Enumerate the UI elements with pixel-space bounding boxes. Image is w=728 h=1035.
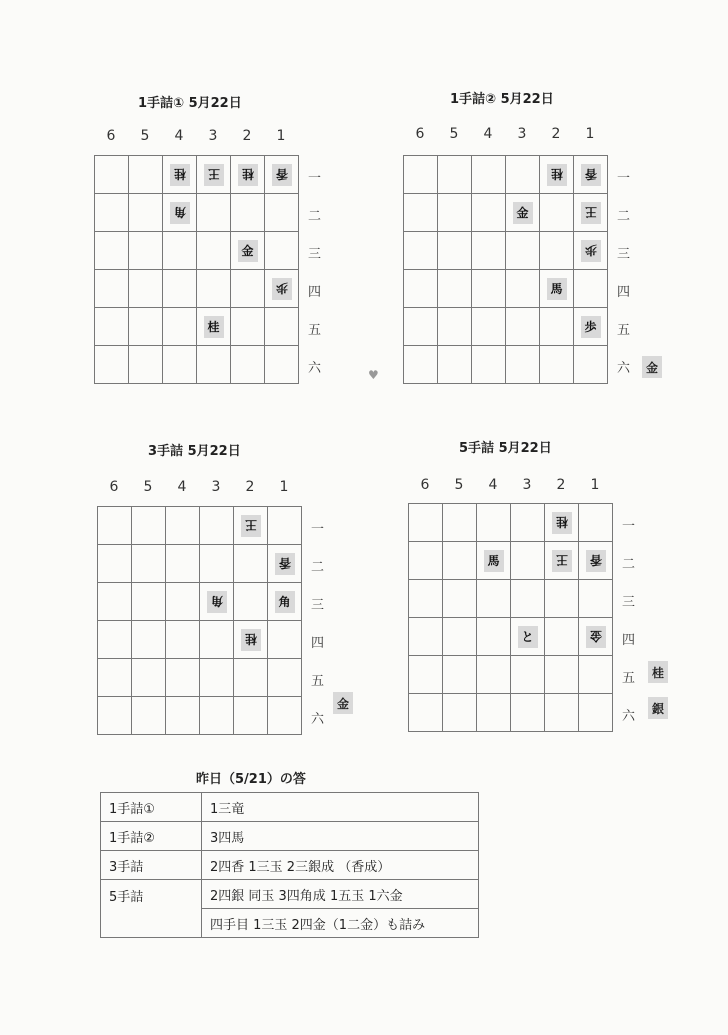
p3-col-label: 3 [211, 479, 221, 495]
p1-col-label: 6 [106, 128, 116, 144]
answer-row [101, 822, 479, 851]
board-square [163, 194, 197, 232]
board-square [438, 308, 472, 346]
board-square [129, 194, 163, 232]
board-square [98, 507, 132, 545]
p3-col-label: 5 [143, 479, 153, 495]
board-square [163, 270, 197, 308]
shogi-piece: 香 [581, 164, 601, 186]
board-square [511, 656, 545, 694]
board-square [132, 583, 166, 621]
board-square [404, 194, 438, 232]
shogi-piece: 金 [238, 240, 258, 262]
board-square [234, 545, 268, 583]
p2-title: 1手詰② 5月22日 [450, 92, 554, 107]
shogi-piece: 桂 [170, 164, 190, 186]
board-square [540, 308, 574, 346]
board-square [265, 156, 299, 194]
p1-row-label: 六 [308, 361, 322, 376]
board-square [545, 580, 579, 618]
shogi-piece: 香 [586, 550, 606, 572]
board-square [540, 346, 574, 384]
board-square [129, 308, 163, 346]
board-square [98, 659, 132, 697]
shogi-piece: 王 [241, 515, 261, 537]
board-square [472, 156, 506, 194]
shogi-piece: 角 [170, 202, 190, 224]
p4-row-label: 二 [622, 557, 636, 572]
p4-col-label: 1 [590, 477, 600, 493]
board-square [200, 507, 234, 545]
board-square [234, 659, 268, 697]
board-square [268, 697, 302, 735]
board-square [98, 583, 132, 621]
board-square [95, 346, 129, 384]
shogi-piece: 香 [272, 164, 292, 186]
p4-col-label: 6 [420, 477, 430, 493]
board-square [129, 346, 163, 384]
board-square [511, 618, 545, 656]
board-square [166, 545, 200, 583]
shogi-piece: 金 [586, 626, 606, 648]
p1-row-label: 四 [308, 285, 322, 300]
p1-col-label: 4 [174, 128, 184, 144]
shogi-piece: 馬 [484, 550, 504, 572]
board-square [129, 156, 163, 194]
board-square [166, 697, 200, 735]
stray-mark: ♥ [368, 368, 379, 382]
board-square [409, 580, 443, 618]
p2-col-label: 3 [517, 126, 527, 142]
p3-title: 3手詰 5月22日 [148, 444, 241, 459]
board-square [409, 504, 443, 542]
p3-board [97, 506, 302, 735]
board-square [438, 232, 472, 270]
p1-col-label: 1 [276, 128, 286, 144]
board-square [579, 618, 613, 656]
board-square [268, 621, 302, 659]
board-square [132, 621, 166, 659]
p4-col-label: 4 [488, 477, 498, 493]
board-square [200, 659, 234, 697]
board-square [95, 194, 129, 232]
board-square [579, 580, 613, 618]
p4-row-label: 五 [622, 671, 636, 686]
board-square [477, 618, 511, 656]
p2-col-label: 4 [483, 126, 493, 142]
board-square [265, 194, 299, 232]
board-square [472, 194, 506, 232]
p2-col-label: 5 [449, 126, 459, 142]
board-square [95, 308, 129, 346]
shogi-piece: と [518, 626, 538, 648]
board-square [438, 156, 472, 194]
board-square [409, 694, 443, 732]
board-square [506, 308, 540, 346]
board-square [404, 232, 438, 270]
p1-board [94, 155, 299, 384]
board-square [506, 346, 540, 384]
board-square [506, 156, 540, 194]
board-square [200, 545, 234, 583]
p2-row-label: 二 [617, 209, 631, 224]
board-square [574, 232, 608, 270]
board-square [443, 656, 477, 694]
shogi-piece: 香 [275, 553, 295, 575]
board-square [231, 194, 265, 232]
p2-row-label: 四 [617, 285, 631, 300]
shogi-piece: 歩 [272, 278, 292, 300]
p3-row-label: 一 [311, 522, 325, 537]
board-square [166, 583, 200, 621]
board-square [404, 308, 438, 346]
p4-col-label: 2 [556, 477, 566, 493]
board-square [472, 308, 506, 346]
board-square [265, 270, 299, 308]
board-square [574, 156, 608, 194]
p2-col-label: 6 [415, 126, 425, 142]
p2-row-label: 三 [617, 247, 631, 262]
board-square [404, 156, 438, 194]
board-square [197, 156, 231, 194]
board-square [265, 232, 299, 270]
p1-row-label: 二 [308, 209, 322, 224]
board-square [443, 542, 477, 580]
shogi-piece: 桂 [241, 629, 261, 651]
board-square [438, 270, 472, 308]
board-square [472, 346, 506, 384]
p1-title: 1手詰① 5月22日 [138, 96, 242, 111]
shogi-piece: 王 [204, 164, 224, 186]
board-square [197, 270, 231, 308]
p2-col-label: 1 [585, 126, 595, 142]
board-square [472, 232, 506, 270]
board-square [265, 308, 299, 346]
board-square [200, 697, 234, 735]
p4-row-label: 三 [622, 595, 636, 610]
p4-row-label: 四 [622, 633, 636, 648]
board-square [268, 545, 302, 583]
shogi-piece: 桂 [204, 316, 224, 338]
shogi-piece: 桂 [547, 164, 567, 186]
board-square [409, 542, 443, 580]
board-square [443, 504, 477, 542]
p1-row-label: 一 [308, 171, 322, 186]
p1-col-label: 2 [242, 128, 252, 144]
p4-row-label: 六 [622, 709, 636, 724]
board-square [234, 697, 268, 735]
board-square [438, 346, 472, 384]
answer-value: 1三竜 [202, 793, 479, 822]
board-square [540, 270, 574, 308]
answer-value: 2四香 1三玉 2三銀成 （香成） [202, 851, 479, 880]
shogi-piece: 桂 [238, 164, 258, 186]
p4-col-label: 5 [454, 477, 464, 493]
p1-row-label: 五 [308, 323, 322, 338]
p2-col-label: 2 [551, 126, 561, 142]
board-square [511, 580, 545, 618]
board-square [231, 232, 265, 270]
p1-col-label: 5 [140, 128, 150, 144]
p2-board [403, 155, 608, 384]
board-square [545, 504, 579, 542]
hand-piece: 桂 [648, 661, 668, 683]
shogi-piece: 歩 [581, 240, 601, 262]
board-square [511, 504, 545, 542]
board-square [540, 194, 574, 232]
board-square [545, 618, 579, 656]
board-square [268, 507, 302, 545]
board-square [98, 697, 132, 735]
board-square [579, 504, 613, 542]
p2-row-label: 一 [617, 171, 631, 186]
board-square [477, 694, 511, 732]
p4-board [408, 503, 613, 732]
p3-col-label: 4 [177, 479, 187, 495]
hand-piece: 金 [333, 692, 353, 714]
board-square [506, 194, 540, 232]
board-square [477, 542, 511, 580]
board-square [166, 659, 200, 697]
p3-col-label: 2 [245, 479, 255, 495]
answer-value: 3四馬 [202, 822, 479, 851]
board-square [231, 308, 265, 346]
board-square [265, 346, 299, 384]
board-square [268, 659, 302, 697]
p1-col-label: 3 [208, 128, 218, 144]
answer-key: 1手詰① [101, 793, 202, 822]
board-square [545, 542, 579, 580]
board-square [95, 156, 129, 194]
board-square [268, 583, 302, 621]
board-square [200, 583, 234, 621]
board-square [574, 194, 608, 232]
shogi-piece: 金 [513, 202, 533, 224]
board-square [540, 156, 574, 194]
answers-title: 昨日（5/21）の答 [196, 772, 306, 787]
board-square [409, 656, 443, 694]
board-square [477, 580, 511, 618]
board-square [231, 156, 265, 194]
board-square [579, 542, 613, 580]
board-square [574, 270, 608, 308]
shogi-piece: 角 [207, 591, 227, 613]
hand-piece: 銀 [648, 697, 668, 719]
board-square [231, 346, 265, 384]
board-square [163, 232, 197, 270]
board-square [166, 621, 200, 659]
board-square [234, 621, 268, 659]
board-square [443, 580, 477, 618]
answer-row [101, 880, 479, 909]
answer-key: 1手詰② [101, 822, 202, 851]
answer-key: 3手詰 [101, 851, 202, 880]
board-square [545, 694, 579, 732]
answer-key: 5手詰 [101, 880, 202, 938]
board-square [574, 308, 608, 346]
board-square [506, 232, 540, 270]
board-square [409, 618, 443, 656]
board-square [545, 656, 579, 694]
answer-value: 四手目 1三玉 2四金（1二金）も詰み [202, 909, 479, 938]
board-square [574, 346, 608, 384]
shogi-piece: 馬 [547, 278, 567, 300]
board-square [95, 270, 129, 308]
board-square [540, 232, 574, 270]
answer-row [101, 793, 479, 822]
shogi-piece: 王 [581, 202, 601, 224]
p3-row-label: 四 [311, 636, 325, 651]
board-square [511, 542, 545, 580]
board-square [98, 545, 132, 583]
board-square [438, 194, 472, 232]
board-square [234, 507, 268, 545]
p3-row-label: 六 [311, 712, 325, 727]
p3-col-label: 6 [109, 479, 119, 495]
board-square [163, 346, 197, 384]
shogi-piece: 角 [275, 591, 295, 613]
p2-row-label: 六 [617, 361, 631, 376]
board-square [477, 656, 511, 694]
p3-row-label: 五 [311, 674, 325, 689]
board-square [443, 694, 477, 732]
board-square [197, 232, 231, 270]
board-square [95, 232, 129, 270]
answers-table [100, 792, 479, 938]
p3-row-label: 二 [311, 560, 325, 575]
shogi-piece: 歩 [581, 316, 601, 338]
board-square [231, 270, 265, 308]
answer-value: 2四銀 同玉 3四角成 1五玉 1六金 [202, 880, 479, 909]
board-square [477, 504, 511, 542]
board-square [197, 308, 231, 346]
board-square [132, 697, 166, 735]
hand-piece: 金 [642, 356, 662, 378]
board-square [98, 621, 132, 659]
shogi-piece: 王 [552, 550, 572, 572]
p4-col-label: 3 [522, 477, 532, 493]
p3-col-label: 1 [279, 479, 289, 495]
board-square [132, 659, 166, 697]
board-square [163, 156, 197, 194]
board-square [579, 694, 613, 732]
board-square [163, 308, 197, 346]
board-square [166, 507, 200, 545]
p1-row-label: 三 [308, 247, 322, 262]
board-square [506, 270, 540, 308]
board-square [234, 583, 268, 621]
answer-row [101, 851, 479, 880]
shogi-piece: 桂 [552, 512, 572, 534]
board-square [579, 656, 613, 694]
board-square [197, 346, 231, 384]
board-square [404, 346, 438, 384]
board-square [132, 545, 166, 583]
board-square [129, 270, 163, 308]
board-square [472, 270, 506, 308]
board-square [197, 194, 231, 232]
p4-row-label: 一 [622, 519, 636, 534]
board-square [132, 507, 166, 545]
board-square [443, 618, 477, 656]
board-square [511, 694, 545, 732]
board-square [200, 621, 234, 659]
board-square [129, 232, 163, 270]
p3-row-label: 三 [311, 598, 325, 613]
p2-row-label: 五 [617, 323, 631, 338]
board-square [404, 270, 438, 308]
p4-title: 5手詰 5月22日 [459, 441, 552, 456]
